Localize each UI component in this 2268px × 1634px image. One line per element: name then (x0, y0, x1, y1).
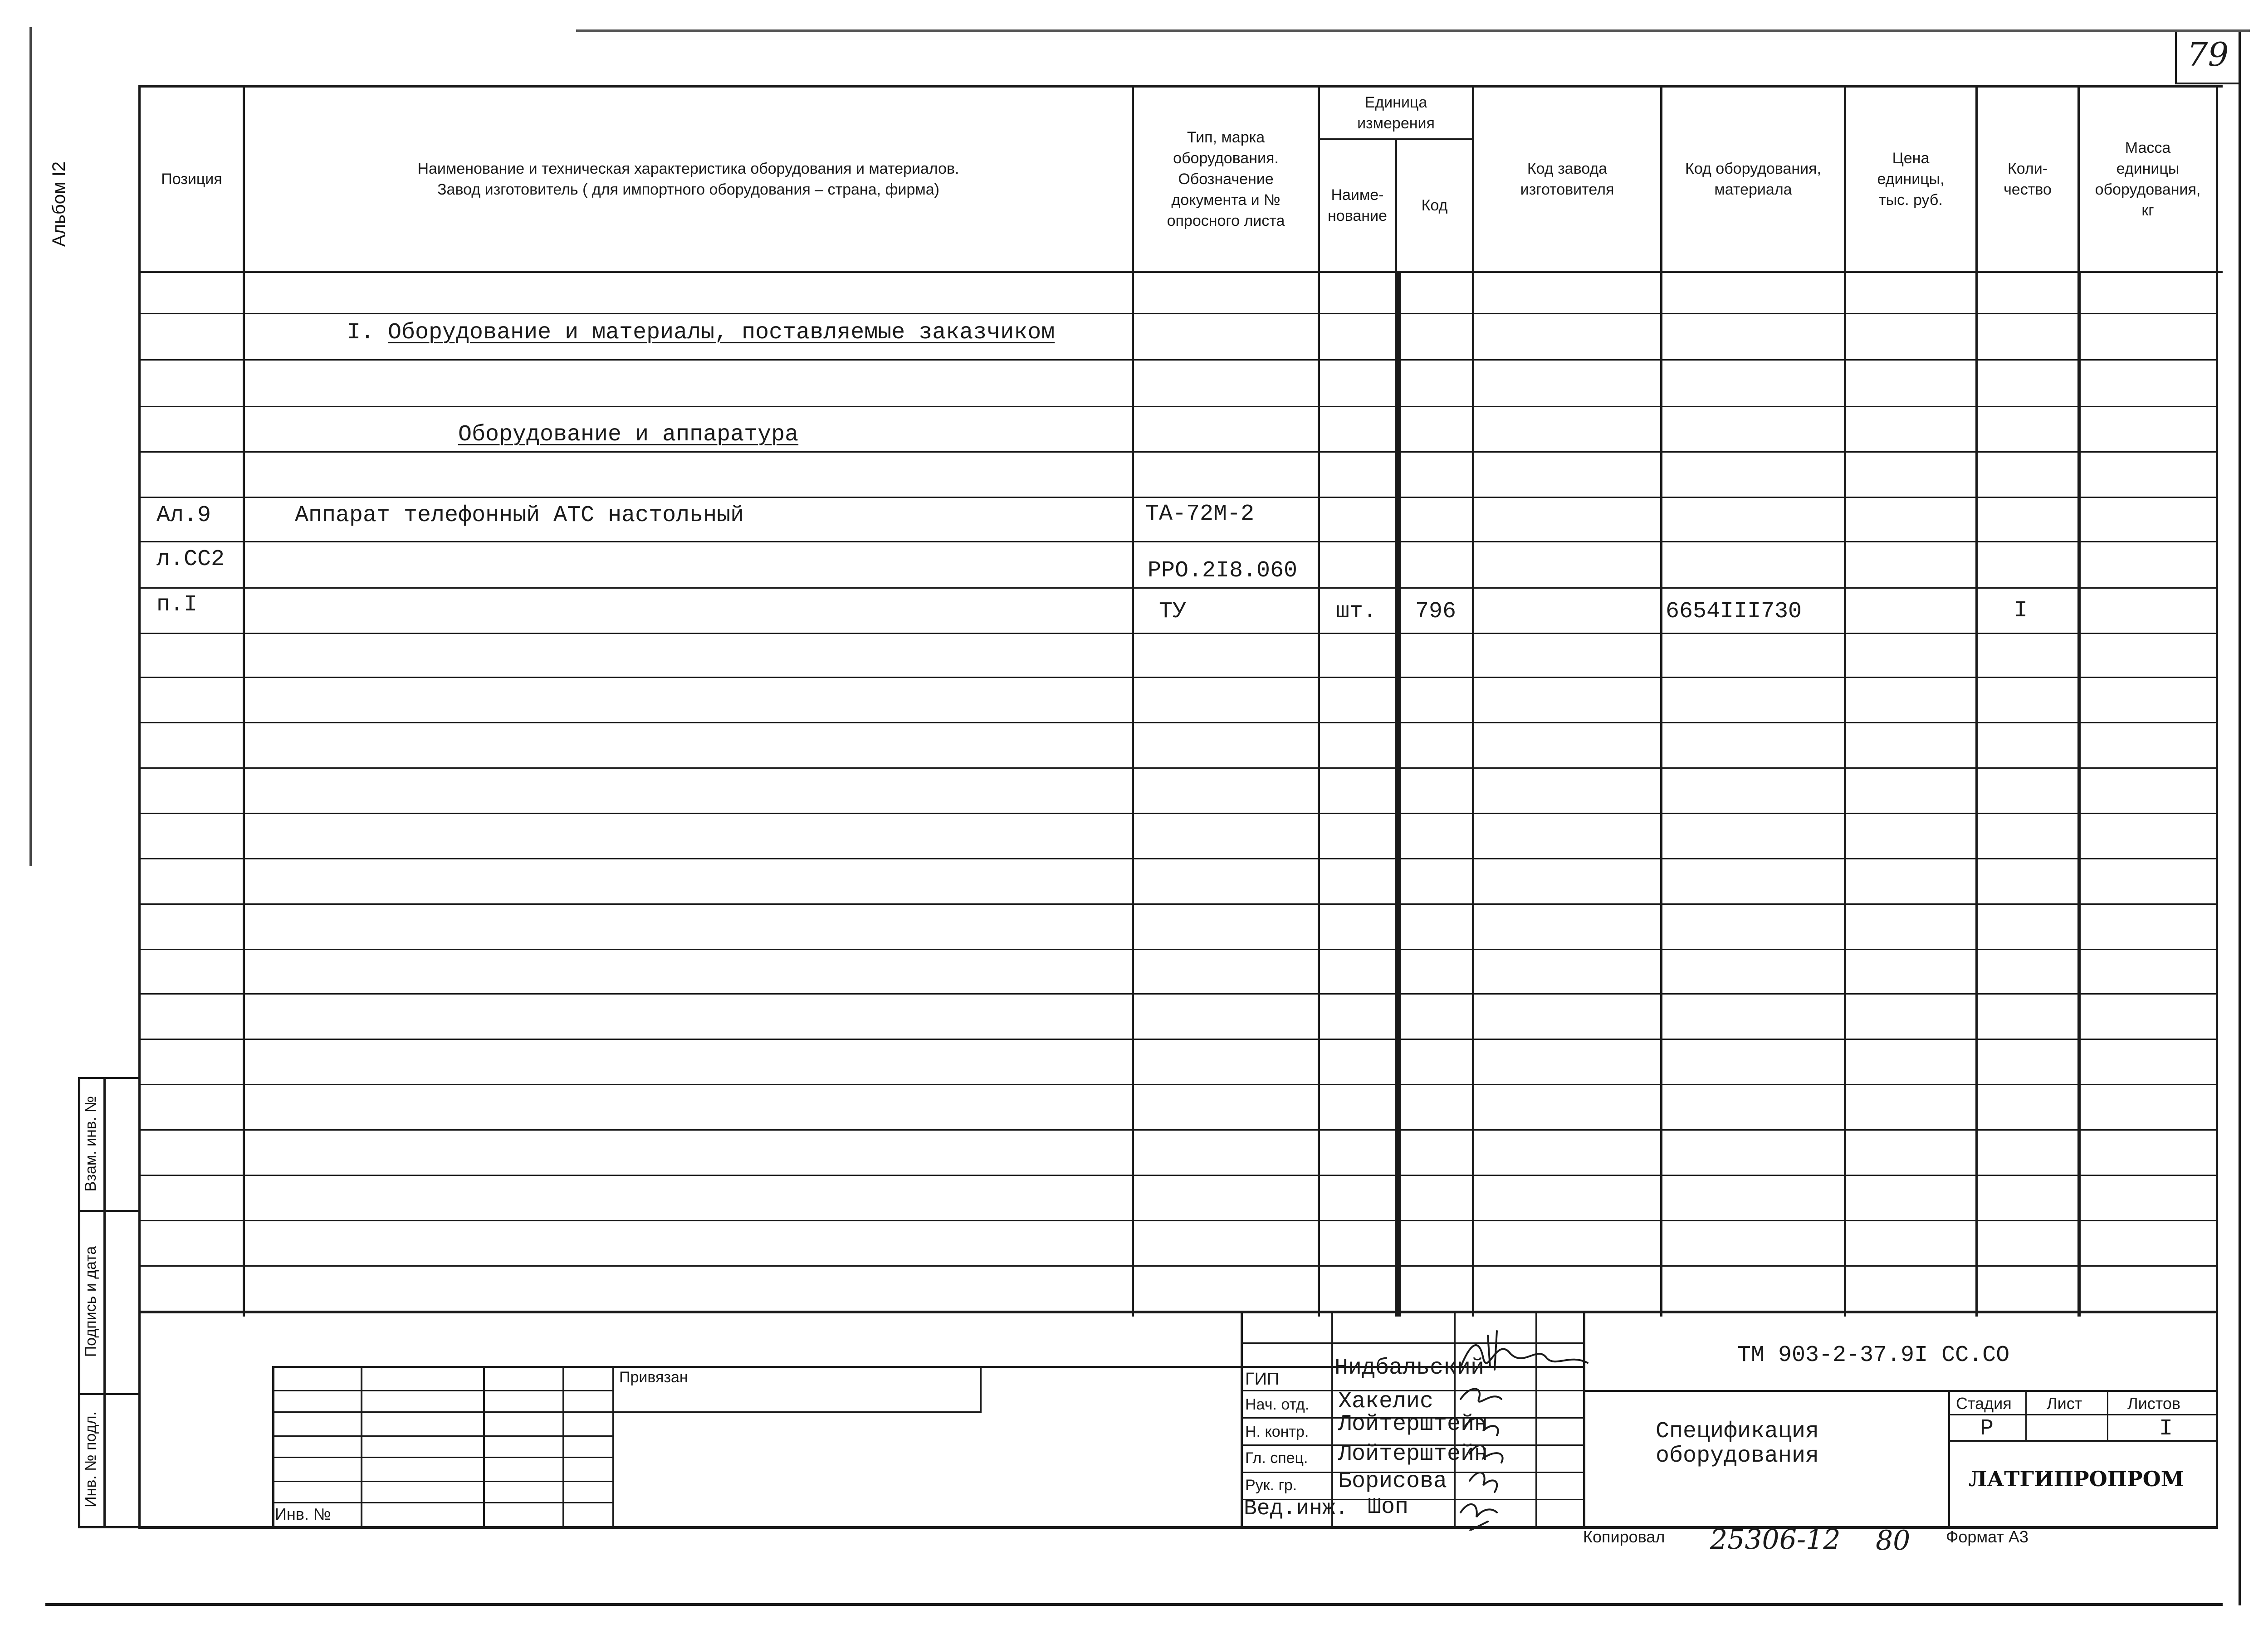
col-name-header: Наименование и техническая характеристика оборудования и материалов. Завод изготовитель ( для импортного оборудования – страна, фирма) (417, 160, 959, 198)
stage-value: Р (1980, 1416, 1994, 1442)
copied-label: Копировал (1583, 1527, 1665, 1546)
format-label: Формат А3 (1946, 1527, 2028, 1546)
col-mass-header: Масса единицы оборудования, кг (2095, 139, 2201, 219)
col-equip-code-header: Код оборудования, материала (1685, 160, 1821, 198)
item-type-1: ТА-72М-2 (1145, 501, 1255, 527)
name-ved-inzh: Шоп (1368, 1494, 1409, 1520)
item-position-2: л.СС2 (156, 546, 225, 572)
role-gip: ГИП (1245, 1370, 1280, 1389)
copy-number: 25306-12 (1710, 1524, 1841, 1556)
document-code: ТМ 903-2-37.9I СС.СО (1737, 1342, 2010, 1368)
signatures-graphic (1452, 1317, 1615, 1531)
name-gip: Нидбальский (1334, 1355, 1485, 1381)
name-nach-otd: Хакелис (1338, 1389, 1434, 1415)
document-title: Спецификация оборудования (1656, 1419, 1819, 1469)
col-type-header: Тип, марка оборудования. Обозначение документа и № опросного листа (1167, 129, 1285, 229)
sheet-label: Лист (2047, 1394, 2082, 1413)
item-name: Аппарат телефонный АТС настольный (295, 502, 744, 528)
item-unit-code: 796 (1415, 599, 1457, 624)
name-gl-spec: Лойтерштейн (1338, 1441, 1488, 1467)
col-unit-code-header: Код (1421, 197, 1448, 214)
stage-label: Стадия (1956, 1394, 2012, 1413)
stamp-podpis-label: Подпись и дата (82, 1246, 99, 1357)
subsection-title: Оборудование и аппаратура (458, 422, 799, 448)
col-factory-code-header: Код завода изготовителя (1520, 160, 1614, 198)
sheets-value: I (2159, 1416, 2173, 1442)
role-n-kontr: Н. контр. (1245, 1423, 1309, 1440)
item-type-2: РРО.2I8.060 (1148, 558, 1298, 584)
role-nach-otd: Нач. отд. (1245, 1396, 1310, 1413)
name-n-kontr: Лойтерштейн (1338, 1411, 1488, 1437)
col-position-header: Позиция (161, 171, 222, 188)
role-gl-spec: Гл. спец. (1245, 1449, 1308, 1467)
inv-no-label: Инв. № (275, 1505, 331, 1523)
organization-name: ЛАТГИПРОПРОМ (1969, 1467, 2184, 1491)
item-position-1: Ал.9 (156, 502, 211, 528)
privyazan-label: Привязан (619, 1369, 688, 1386)
sheets-label: Листов (2127, 1394, 2180, 1413)
section-title: I. Оборудование и материалы, поставляемые заказчиком (347, 320, 1055, 346)
album-label: Альбом I2 (49, 161, 69, 247)
copy-suffix: 80 (1876, 1525, 1911, 1556)
item-equip-code: 6654III730 (1666, 599, 1802, 624)
name-ruk-gr: Борисова (1338, 1468, 1447, 1494)
col-price-header: Цена единицы, тыс. руб. (1877, 150, 1945, 209)
col-unit-header: Единица измерения (1357, 94, 1435, 132)
page-number: 79 (2187, 35, 2229, 73)
role-ved-inzh: Вед.инж. (1244, 1497, 1349, 1521)
stamp-vzam-label: Взам. инв. № (82, 1096, 99, 1192)
item-qty: I (2014, 598, 2028, 624)
stamp-inv-podl-label: Инв. № подл. (82, 1411, 99, 1507)
item-type-3: ТУ (1159, 599, 1187, 624)
col-unit-name-header: Наиме- нование (1328, 186, 1387, 224)
role-ruk-gr: Рук. гр. (1245, 1477, 1297, 1494)
col-qty-header: Коли- чество (2004, 160, 2052, 198)
item-unit: шт. (1336, 599, 1377, 624)
item-position-3: п.I (156, 592, 198, 618)
